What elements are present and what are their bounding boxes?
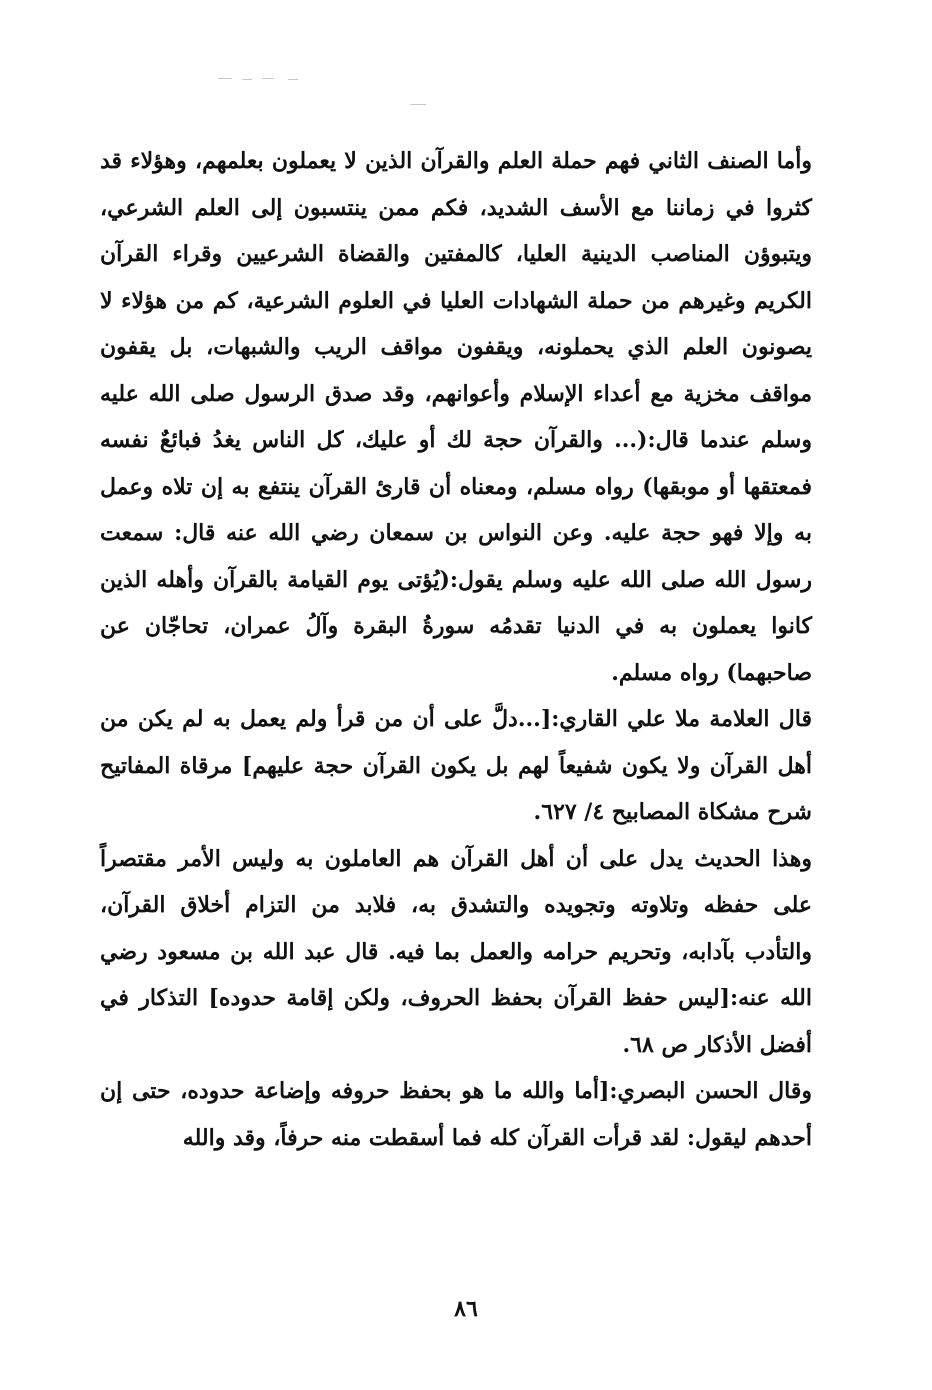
- document-body: [100, 138, 812, 1161]
- paragraph-mulla-ali-qari-quote: قال العلامة ملا علي القاري:[...دلَّ على أن من قرأ ولم يعمل به لم يكن من أهل القرآن ولا يكون شفيعاً لهم بل يكون القرآن حجة عليهم] مرقاة المفاتيح شرح مشكاة المصابيح ٤/ ٦٢٧.: [100, 706, 812, 825]
- scan-artifact-marks: [200, 78, 440, 108]
- paragraph-hadith-explanation: وهذا الحديث يدل على أن أهل القرآن هم العاملون به وليس الأمر مقتصراً على حفظه وتلاوته وتجويده والتشدق به، فلابد من التزام أخلاق القرآن، والتأدب بآدابه، وتحريم حرامه والعمل بما فيه. قال عبد الله بن مسعود رضي الله عنه:[ليس حفظ القرآن بحفظ الحروف، ولكن إقامة حدوده] التذكار في أفضل الأذكار ص ٦٨.: [100, 845, 812, 1058]
- page-number: ٨٦: [454, 1296, 478, 1322]
- paragraph-second-category: وأما الصنف الثاني فهم حملة العلم والقرآن الذين لا يعملون بعلمهم، وهؤلاء قد كثروا في زماننا مع الأسف الشديد، فكم ممن ينتسبون إلى العلم الشرعي، ويتبوؤن المناصب الدينية العليا، كالمفتين والقضاة الشرعيين وقراء القرآن الكريم وغيرهم من حملة الشهادات العليا في العلوم الشرعية، كم من هؤلاء لا يصونون العلم الذي يحملونه، ويقفون مواقف الريب والشبهات، بل يقفون مواقف مخزية مع أعداء الإسلام وأعوانهم، وقد صدق الرسول صلى الله عليه وسلم عندما قال:(... والقرآن حجة لك أو عليك، كل الناس يغدُ فبائعٌ نفسه فمعتقها أو موبقها) رواه مسلم، ومعناه أن قارئ القرآن ينتفع به إن تلاه وعمل به وإلا فهو حجة عليه. وعن النواس بن سمعان رضي الله عنه قال: سمعت رسول الله صلى الله عليه وسلم يقول:(يُؤتى يوم القيامة بالقرآن وأهله الذين كانوا يعملون به في الدنيا تقدمُه سورةُ البقرة وآلُ عمران، تحاجّان عن صاحبهما) رواه مسلم.: [100, 148, 813, 686]
- paragraph-hasan-basri-quote: وقال الحسن البصري:[أما والله ما هو بحفظ حروفه وإضاعة حدوده، حتى إن أحدهم ليقول: لقد قرأت القرآن كله فما أسقطت منه حرفاً، وقد والله: [100, 1078, 812, 1151]
